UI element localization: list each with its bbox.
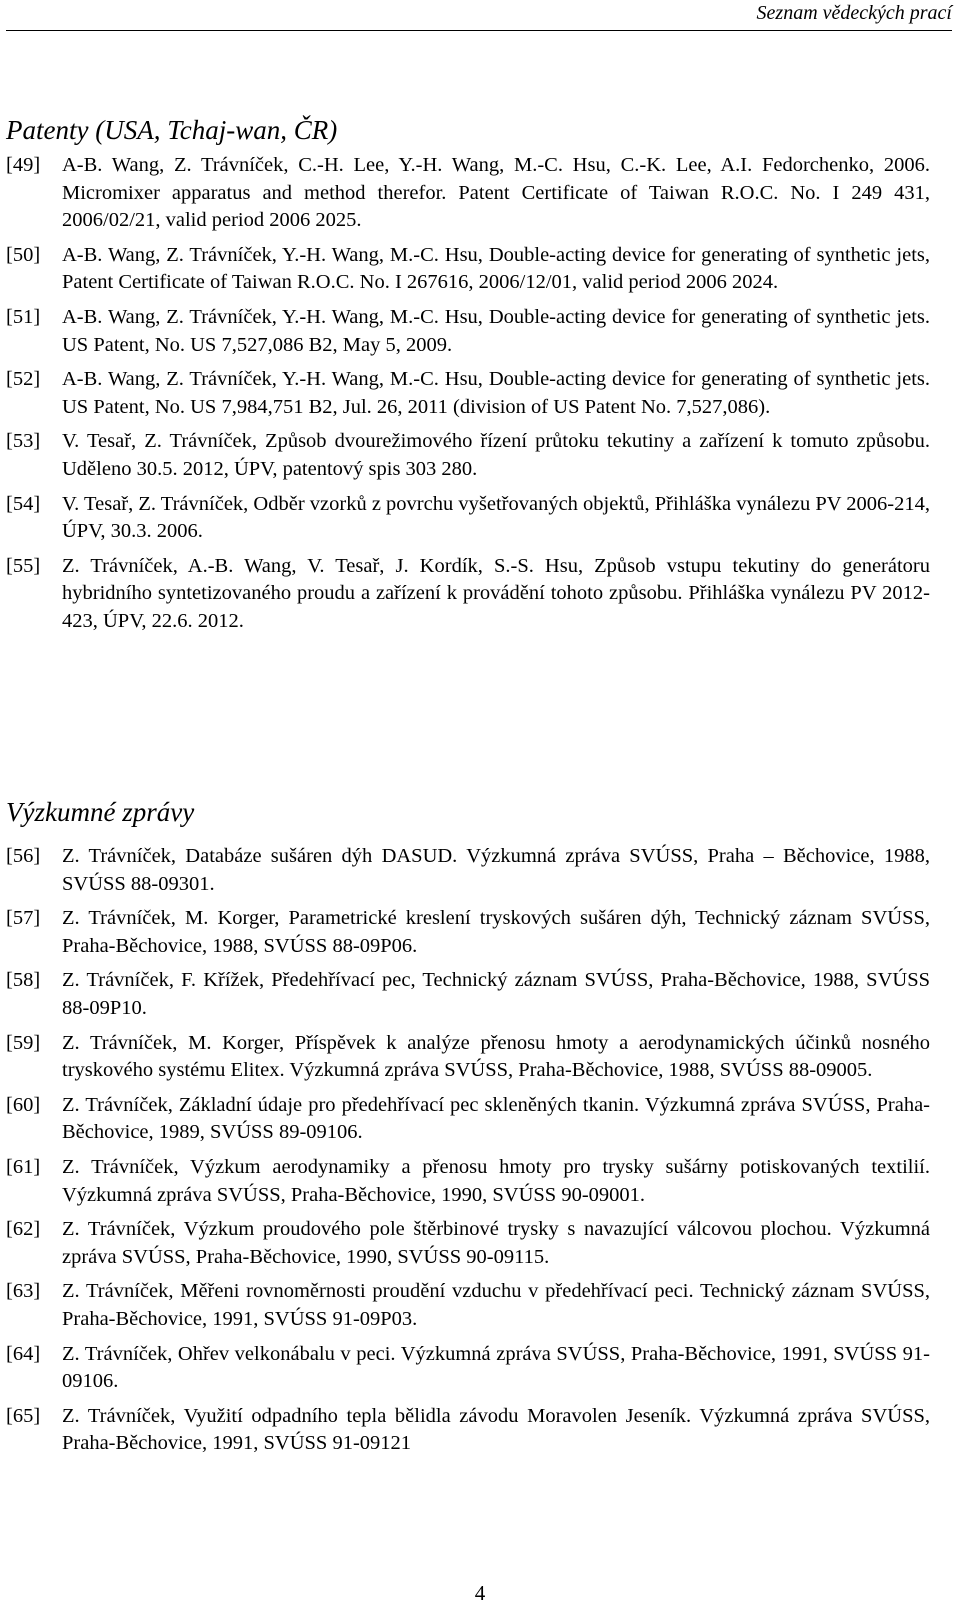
entry-text: V. Tesař, Z. Trávníček, Způsob dvourežimového řízení průtoku tekutiny a zařízení k tomuto způsobu. Uděleno 30.5. 2012, ÚPV, patentový spis 303 280. [62,430,930,480]
list-item [6,1341,930,1396]
entry-text: Z. Trávníček, Výzkum proudového pole štěrbinové trysky s navazující válcovou plochou. Výzkumná zpráva SVÚSS, Praha-Běchovice, 1990, SVÚSS 90-09115. [62,1218,930,1268]
entry-number: [52] [6,368,41,391]
reports-list [6,843,930,1465]
entry-text: A-B. Wang, Z. Trávníček, Y.-H. Wang, M.-C. Hsu, Double-acting device for generating of synthetic jets. US Patent, No. US 7,527,086 B2, May 5, 2009. [62,305,930,356]
list-item [6,1278,930,1333]
list-item [6,1403,930,1458]
list-item [6,428,930,483]
list-item [6,1030,930,1085]
patents-list [6,152,930,643]
entry-text: Z. Trávníček, F. Křížek, Předehřívací pec, Technický záznam SVÚSS, Praha-Běchovice, 1988, SVÚSS 88-09P10. [62,969,930,1019]
entry-text: Z. Trávníček, Databáze sušáren dýh DASUD. Výzkumná zpráva SVÚSS, Praha – Běchovice, 1988, SVÚSS 88-09301. [62,845,930,895]
entry-number: [55] [6,554,41,577]
entry-number: [53] [6,430,41,453]
entry-text: Z. Trávníček, M. Korger, Parametrické kreslení tryskových sušáren dýh, Technický záznam SVÚSS, Praha-Běchovice, 1988, SVÚSS 88-09P06. [62,907,930,957]
entry-text: Z. Trávníček, Ohřev velkonábalu v peci. Výzkumná zpráva SVÚSS, Praha-Běchovice, 1991, SVÚSS 91-09106. [62,1342,930,1393]
entry-number: [56] [6,845,41,867]
running-header [6,0,952,31]
entry-text: Z. Trávníček, Výzkum aerodynamiky a přenosu hmoty pro trysky sušárny potiskovaných textilií. Výzkumná zpráva SVÚSS, Praha-Běchovice, 1990, SVÚSS 90-09001. [62,1155,930,1206]
list-item [6,1092,930,1147]
entry-number: [64] [6,1342,41,1365]
list-item [6,967,930,1022]
entry-text: Z. Trávníček, Základní údaje pro předehřívací pec skleněných tkanin. Výzkumná zpráva SVÚSS, Praha-Běchovice, 1989, SVÚSS 89-09106. [62,1093,930,1144]
page-number: 4 [474,1581,486,1605]
entry-number: [63] [6,1280,41,1303]
list-item [6,366,930,421]
section-title-reports: Výzkumné zprávy [6,797,195,827]
list-item [6,905,930,960]
list-item [6,152,930,235]
running-header-title: Seznam vědeckých prací [756,2,952,24]
entry-number: [51] [6,305,41,328]
list-item [6,304,930,359]
list-item [6,1216,930,1271]
entry-text: Z. Trávníček, M. Korger, Příspěvek k analýze přenosu hmoty a aerodynamických účinků nosného tryskového systému Elitex. Výzkumná zpráva SVÚSS, Praha-Běchovice, 1988, SVÚSS 88-09005. [62,1031,930,1082]
list-item [6,553,930,636]
list-item [6,843,930,898]
entry-number: [57] [6,907,41,930]
entry-text: Z. Trávníček, Měřeni rovnoměrnosti proudění vzduchu v předehřívací peci. Technický záznam SVÚSS, Praha-Běchovice, 1991, SVÚSS 91-09P03. [62,1280,930,1330]
entry-text: A-B. Wang, Z. Trávníček, Y.-H. Wang, M.-C. Hsu, Double-acting device for generating of synthetic jets. US Patent, No. US 7,984,751 B2, Jul. 26, 2011 (division of US Patent No. 7,527,086). [62,368,930,418]
entry-text: Z. Trávníček, A.-B. Wang, V. Tesař, J. Kordík, S.-S. Hsu, Způsob vstupu tekutiny do generátoru hybridního syntetizovaného proudu a zařízení k provádění tohoto způsobu. Přihláška vynálezu PV 2012-423, ÚPV, 22.6. 2012. [62,554,930,632]
entry-number: [60] [6,1093,41,1116]
entry-number: [59] [6,1031,41,1054]
entry-number: [61] [6,1155,41,1178]
list-item [6,242,930,297]
entry-number: [65] [6,1404,41,1427]
list-item [6,1154,930,1209]
entry-number: [62] [6,1218,41,1241]
entry-number: [58] [6,969,41,992]
entry-number: [50] [6,243,41,266]
entry-number: [54] [6,492,41,515]
entry-text: A-B. Wang, Z. Trávníček, C.-H. Lee, Y.-H. Wang, M.-C. Hsu, C.-K. Lee, A.I. Fedorchenko, 2006. Micromixer apparatus and method therefor. Patent Certificate of Taiwan R.O.C. No. I 249 431, 2006/02/21, valid period 2006 2025. [62,154,930,232]
entry-number: [49] [6,154,41,176]
entry-text: Z. Trávníček, Využití odpadního tepla bělidla závodu Moravolen Jeseník. Výzkumná zpráva SVÚSS, Praha-Běchovice, 1991, SVÚSS 91-09121 [62,1404,930,1455]
entry-text: A-B. Wang, Z. Trávníček, Y.-H. Wang, M.-C. Hsu, Double-acting device for generating of synthetic jets, Patent Certificate of Taiwan R.O.C. No. I 267616, 2006/12/01, valid period 2006 2024. [62,243,930,294]
list-item [6,491,930,546]
entry-text: V. Tesař, Z. Trávníček, Odběr vzorků z povrchu vyšetřovaných objektů, Přihláška vynálezu PV 2006-214, ÚPV, 30.3. 2006. [62,492,930,543]
section-title-patents: Patenty (USA, Tchaj-wan, ČR) [6,115,338,145]
